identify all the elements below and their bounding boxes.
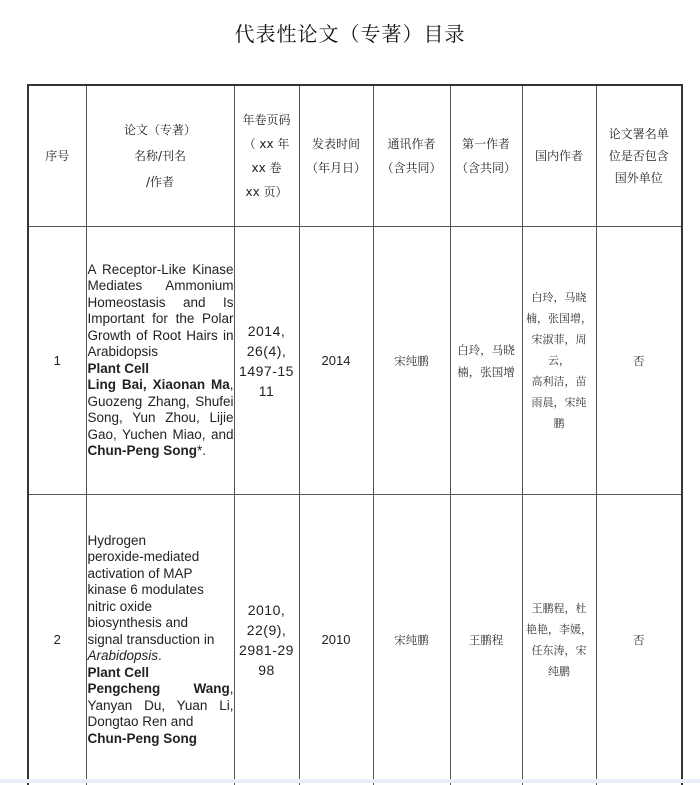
row-seq: 1 [28,227,86,495]
corresponding-author: 宋纯鹏 [373,495,450,785]
page-title: 代表性论文（专著）目录 [0,18,700,47]
paper-list-table [27,84,683,785]
author-rest: , Guozeng Zhang, Shufei Song, Yun Zhou, Lijie Gao, Yuchen Miao, and [88,377,234,442]
header-paper: 论文（专著） 名称/刊名 /作者 [86,85,234,227]
domestic-authors: 白玲，马晓 楠，张国增， 宋淑菲，周 云， 高利洁，苗 雨晨，宋纯 鹏 [522,227,596,495]
pub-time: 2014 [299,227,373,495]
table-row [28,227,682,495]
foreign-unit: 否 [596,227,682,495]
pub-time: 2010 [299,495,373,785]
paper-citation: Hydrogen peroxide-mediated activation of MAP kinase 6 modulates nitric oxide biosynthesis and signal transduction in Arabidopsis. Plant Cell Pengcheng Wang, Yanyan Du, Yuan Li, Dongtao Ren and Chun-Peng Song [86,495,234,785]
row-seq: 2 [28,495,86,785]
page-bottom-edge [0,779,700,783]
corresponding-author: 宋纯鹏 [373,227,450,495]
author-corresponding: Chun-Peng Song [88,443,197,458]
header-foreign-unit: 论文署名单 位是否包含 国外单位 [596,85,682,227]
header-volume: 年卷页码 （ xx 年 xx 卷 xx 页） [234,85,299,227]
header-first-author: 第一作者 （含共同） [450,85,522,227]
table-header-row [28,85,682,227]
author-suffix: *. [197,443,206,458]
volume-pages: 2014, 26(4), 1497-15 11 [234,227,299,495]
author-corresponding: Chun-Peng Song [88,731,197,746]
author-lead: Pengcheng Wang [88,681,230,696]
header-seq: 序号 [28,85,86,227]
header-domestic-authors: 国内作者 [522,85,596,227]
header-pub-time: 发表时间 （年月日） [299,85,373,227]
paper-title-italic: Arabidopsis [88,648,159,663]
header-corresponding-author: 通讯作者 （含共同） [373,85,450,227]
domestic-authors: 王鹏程，杜 艳艳，李媛， 任东涛，宋 纯鹏 [522,495,596,785]
paper-title: A Receptor-Like Kinase Mediates Ammonium Homeostasis and Is Important for the Polar Growth of Root Hairs in Arabidopsis [88,262,234,360]
author-lead: Ling Bai, Xiaonan Ma [88,377,230,392]
table-row [28,495,682,785]
first-author: 白玲，马晓 楠，张国增 [450,227,522,495]
first-author: 王鹏程 [450,495,522,785]
journal-name: Plant Cell [88,665,150,680]
volume-pages: 2010, 22(9), 2981-29 98 [234,495,299,785]
journal-name: Plant Cell [88,361,150,376]
paper-citation [86,227,234,495]
foreign-unit: 否 [596,495,682,785]
author-rest: , Yanyan Du, Yuan Li, Dongtao Ren and [88,681,234,729]
